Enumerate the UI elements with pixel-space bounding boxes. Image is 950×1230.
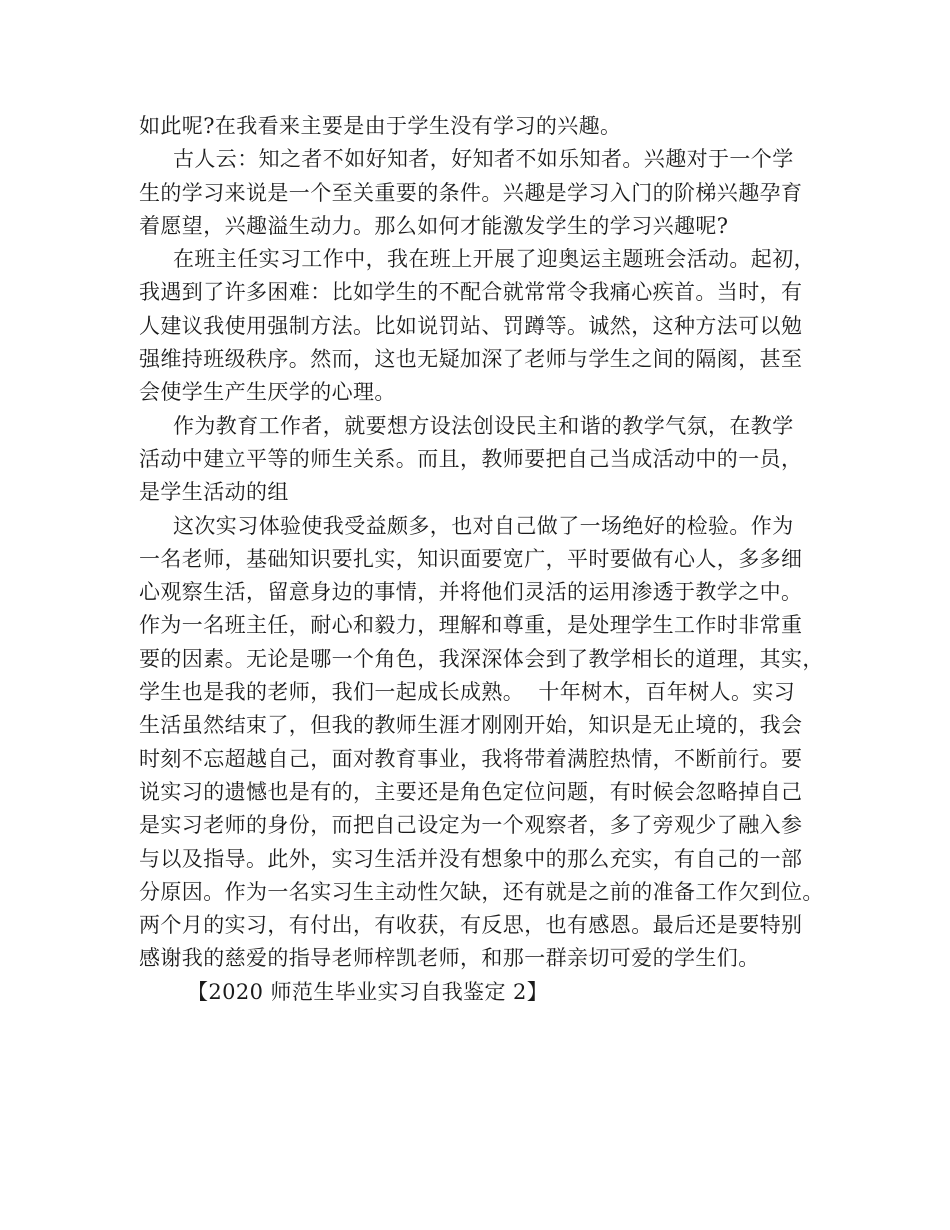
body-line: 是学生活动的组 xyxy=(139,480,289,505)
body-line: 作为一名班主任，耐心和毅力，理解和尊重，是处理学生工作时非常重 xyxy=(139,613,803,638)
body-line: 我遇到了许多困难：比如学生的不配合就常常令我痛心疾首。当时，有 xyxy=(139,280,803,305)
body-line: 是实习老师的身份，而把自己设定为一个观察者，多了旁观少了融入参 xyxy=(139,813,803,838)
section-heading: 【2020 师范生毕业实习自我鉴定 2】 xyxy=(187,979,549,1004)
body-line: 分原因。作为一名实习生主动性欠缺，还有就是之前的准备工作欠到位。 xyxy=(139,879,824,904)
body-line: 如此呢?在我看来主要是由于学生没有学习的兴趣。 xyxy=(139,114,622,138)
body-line: 强维持班级秩序。然而，这也无疑加深了老师与学生之间的隔阂，甚至 xyxy=(139,347,803,372)
paragraph-start-line: 作为教育工作者，就要想方设法创设民主和谐的教学气氛，在教学 xyxy=(173,413,794,438)
body-line: 人建议我使用强制方法。比如说罚站、罚蹲等。诚然，这种方法可以勉 xyxy=(139,313,803,338)
body-line: 心观察生活，留意身边的事情，并将他们灵活的运用渗透于教学之中。 xyxy=(139,580,803,605)
body-line: 活动中建立平等的师生关系。而且，教师要把自己当成活动中的一员， xyxy=(139,446,803,471)
paragraph-start-line: 古人云：知之者不如好知者，好知者不如乐知者。兴趣对于一个学 xyxy=(173,147,794,172)
body-line: 会使学生产生厌学的心理。 xyxy=(139,380,396,405)
body-line: 说实习的遗憾也是有的，主要还是角色定位问题，有时候会忽略掉自己 xyxy=(139,779,803,804)
paragraph-start-line: 这次实习体验使我受益颇多，也对自己做了一场绝好的检验。作为 xyxy=(173,513,794,538)
body-line: 学生也是我的老师，我们一起成长成熟。 十年树木，百年树人。实习 xyxy=(139,680,796,705)
body-line: 要的因素。无论是哪一个角色，我深深体会到了教学相长的道理，其实， xyxy=(139,646,824,671)
document-body xyxy=(139,110,839,1009)
body-line: 一名老师，基础知识要扎实，知识面要宽广，平时要做有心人，多多细 xyxy=(139,546,803,571)
body-line: 感谢我的慈爱的指导老师梓凯老师，和那一群亲切可爱的学生们。 xyxy=(139,946,760,971)
body-line: 生的学习来说是一个至关重要的条件。兴趣是学习入门的阶梯兴趣孕育 xyxy=(139,180,803,205)
body-line: 与以及指导。此外，实习生活并没有想象中的那么充实，有自己的一部 xyxy=(139,846,803,871)
paragraph-start-line: 在班主任实习工作中，我在班上开展了迎奥运主题班会活动。起初， xyxy=(173,247,815,272)
body-line: 两个月的实习，有付出，有收获，有反思，也有感恩。最后还是要特别 xyxy=(139,913,803,938)
body-line: 时刻不忘超越自己，面对教育事业，我将带着满腔热情，不断前行。要 xyxy=(139,746,803,771)
body-line: 着愿望，兴趣溢生动力。那么如何才能激发学生的学习兴趣呢? xyxy=(139,213,729,238)
body-line: 生活虽然结束了，但我的教师生涯才刚刚开始，知识是无止境的，我会 xyxy=(139,713,803,738)
